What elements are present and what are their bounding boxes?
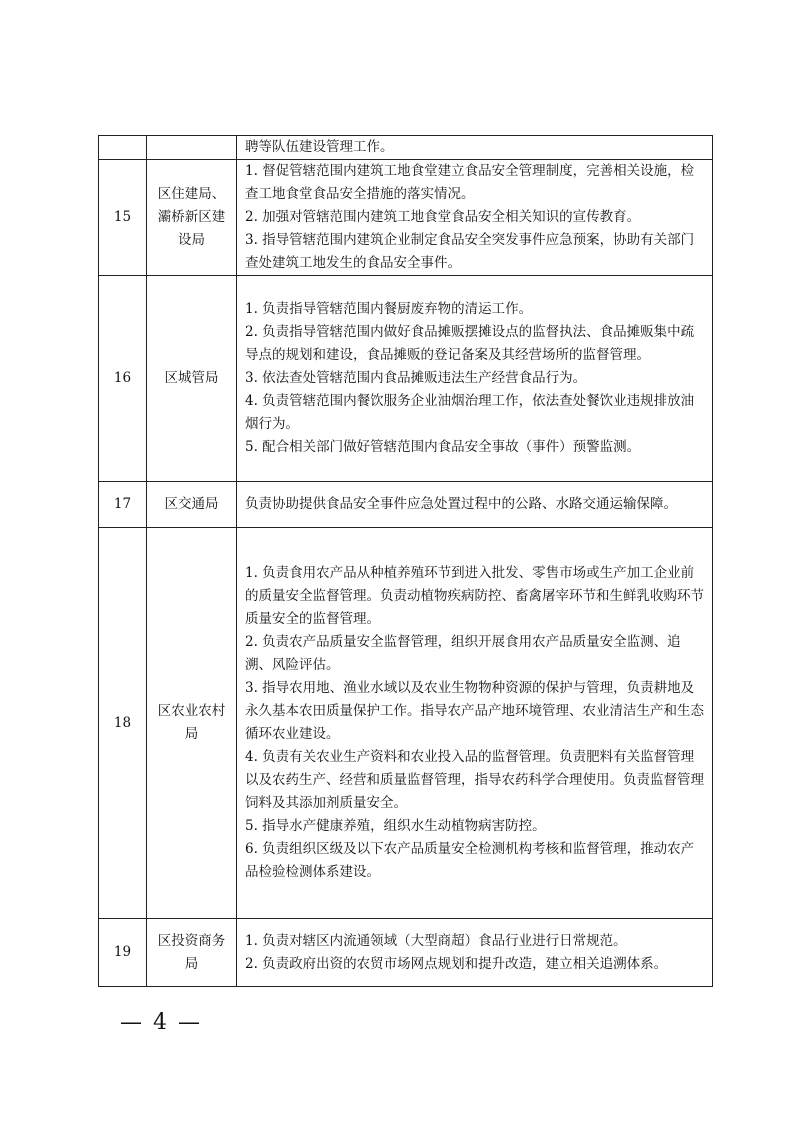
duty-item: 4. 负责有关农业生产资料和农业投入品的监督管理。负责肥料有关监督管理以及农药生产、经营和质量监督管理，指导农药科学合理使用。负责监督管理饲料及其添加剂质量安全。 <box>245 749 704 811</box>
duties-cell <box>237 136 713 160</box>
table-row <box>99 160 713 276</box>
department-name: 区住建局、灞桥新区建设局 <box>147 160 237 276</box>
duty-item: 4. 负责管辖范围内餐饮服务企业油烟治理工作，依法查处餐饮业违规排放油烟行为。 <box>245 393 695 432</box>
table-row <box>99 482 713 528</box>
duties-cell <box>237 919 713 987</box>
duty-item: 1. 督促管辖范围内建筑工地食堂建立食品安全管理制度，完善相关设施，检查工地食堂食品安全措施的落实情况。 <box>245 163 695 202</box>
duty-item: 1. 负责对辖区内流通领域（大型商超）食品行业进行日常规范。 <box>245 932 627 949</box>
responsibility-table <box>98 135 713 987</box>
duty-item: 5. 配合相关部门做好管辖范围内食品安全事故（事件）预警监测。 <box>245 439 641 455</box>
duty-item: 3. 指导农用地、渔业水域以及农业生物物种资源的保护与管理，负责耕地及永久基本农田质量保护工作。指导农产品产地环境管理、农业清洁生产和生态循环农业建设。 <box>245 680 704 742</box>
duty-item: 负责协助提供食品安全事件应急处置过程中的公路、水路交通运输保障。 <box>245 496 677 512</box>
department-name: 区交通局 <box>147 482 237 528</box>
duty-item: 1. 负责指导管辖范围内餐厨废弃物的清运工作。 <box>245 301 533 317</box>
page-number: — 4 — <box>120 1010 202 1035</box>
duty-item: 2. 加强对管辖范围内建筑工地食堂食品安全相关知识的宣传教育。 <box>245 209 641 225</box>
department-name: 区城管局 <box>147 276 237 482</box>
duty-item: 5. 指导水产健康养殖，组织水生动植物病害防控。 <box>245 818 546 834</box>
duty-item: 聘等队伍建设管理工作。 <box>245 139 394 155</box>
duties-cell <box>237 528 713 919</box>
row-number: 15 <box>99 160 147 276</box>
department-name: 区农业农村局 <box>147 528 237 919</box>
row-number: 17 <box>99 482 147 528</box>
duty-item: 3. 依法查处管辖范围内食品摊贩违法生产经营食品行为。 <box>245 370 587 386</box>
duties-cell <box>237 160 713 276</box>
table-row <box>99 276 713 482</box>
duties-cell <box>237 482 713 528</box>
department-name: 区投资商务局 <box>147 919 237 987</box>
table-body <box>99 136 713 987</box>
duty-item: 2. 负责指导管辖范围内做好食品摊贩摆摊设点的监督执法、食品摊贩集中疏导点的规划和建设，食品摊贩的登记备案及其经营场所的监督管理。 <box>245 324 695 363</box>
duty-item: 2. 负责政府出资的农贸市场网点规划和提升改造，建立相关追溯体系。 <box>245 955 668 972</box>
row-number: 19 <box>99 919 147 987</box>
table-row <box>99 528 713 919</box>
duty-item: 2. 负责农产品质量安全监督管理，组织开展食用农产品质量安全监测、追溯、风险评估。 <box>245 634 681 673</box>
row-number: 18 <box>99 528 147 919</box>
department-name <box>147 136 237 160</box>
row-number <box>99 136 147 160</box>
duties-cell <box>237 276 713 482</box>
duty-item: 3. 指导管辖范围内建筑企业制定食品安全突发事件应急预案，协助有关部门查处建筑工地发生的食品安全事件。 <box>245 232 695 271</box>
table-row <box>99 919 713 987</box>
row-number: 16 <box>99 276 147 482</box>
duty-item: 6. 负责组织区级及以下农产品质量安全检测机构考核和监督管理，推动农产品检验检测体系建设。 <box>245 841 695 880</box>
duty-item: 1. 负责食用农产品从种植养殖环节到进入批发、零售市场或生产加工企业前的质量安全监督管理。负责动植物疾病防控、畜禽屠宰环节和生鲜乳收购环节质量安全的监督管理。 <box>245 565 704 627</box>
table-row <box>99 136 713 160</box>
